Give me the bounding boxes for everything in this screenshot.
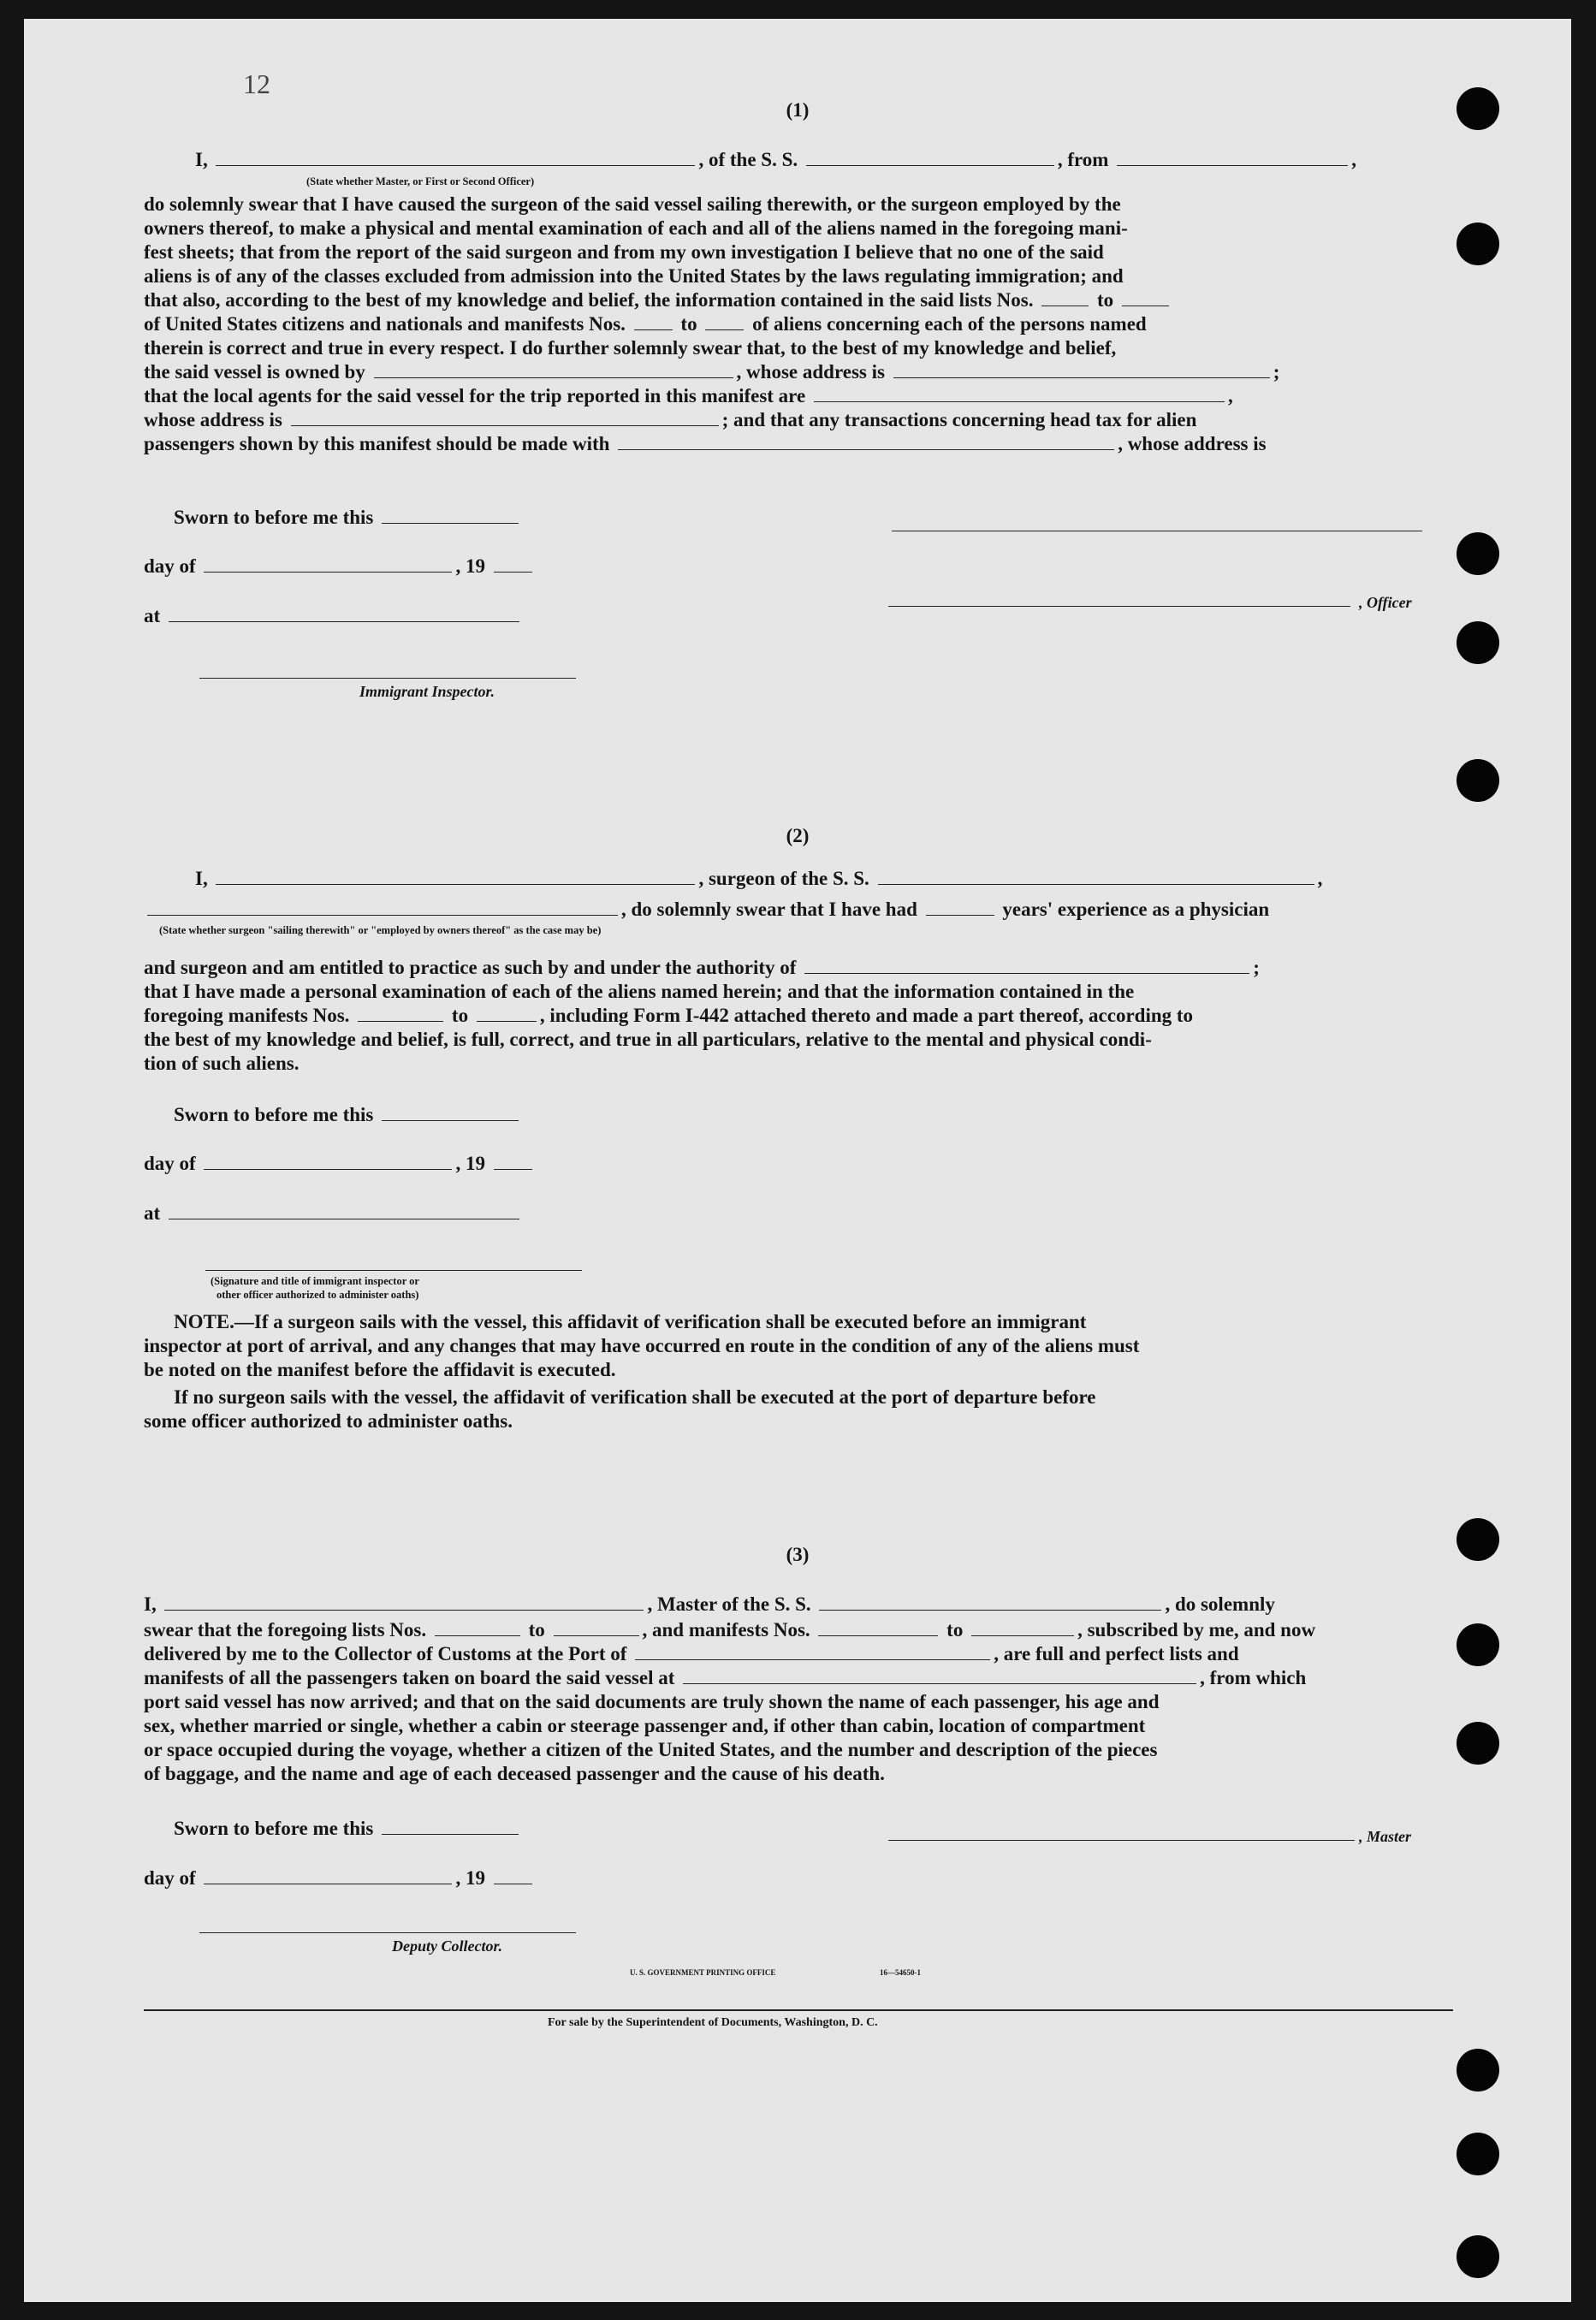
authority-blank[interactable] [804,956,1249,974]
punch-hole [1457,621,1499,664]
note-line: be noted on the manifest before the affidavit is executed. [144,1359,616,1380]
page-number: 12 [243,68,270,99]
sale-notice: For sale by the Superintendent of Documents, Washington, D. C. [548,2016,878,2029]
punch-hole [1457,759,1499,802]
s3-text-line: sex, whether married or single, whether a cabin or steerage passenger and, if other than cabin, location of compartment [144,1715,1146,1736]
section-1-title: (1) [786,99,810,121]
s1-day-line: day of , 19 [144,554,1453,579]
years-experience-blank[interactable] [926,898,994,916]
s3-day-line: day of , 19 [144,1866,1453,1891]
s1-text-line: owners thereof, to make a physical and mental examination of each and all of the aliens named in the foregoing mani- [144,217,1128,239]
s1-text-line: therein is correct and true in every respect. I do further solemnly swear that, to the best of my knowledge and belief, [144,337,1117,359]
at-place-blank[interactable] [169,604,519,622]
s2-year-blank[interactable] [494,1152,532,1170]
manifest-no-to-blank[interactable] [705,312,744,330]
surgeon-name-blank[interactable] [216,867,695,885]
s3-text-line: port said vessel has now arrived; and that on the said documents are truly shown the name of each passenger, his age and [144,1691,1160,1712]
section-3-oath-line: I, , Master of the S. S. , do solemnly [144,1593,1275,1615]
s1-text-line: whose address is ; and that any transactions concerning head tax for alien [144,409,1197,430]
vessel-name-blank[interactable] [806,148,1054,166]
s2-text-line: the best of my knowledge and belief, is full, correct, and true in all particulars, relative to the mental and physical condi- [144,1029,1152,1050]
s1-at-line: at [144,603,1453,629]
signature-caption-line1: (Signature and title of immigrant inspector or [211,1275,419,1287]
surgeon-manifest-to-blank[interactable] [477,1004,537,1022]
master-name-blank[interactable] [164,1593,644,1611]
punch-hole [1457,1722,1499,1765]
sworn-date-blank[interactable] [382,506,519,524]
s3-list-to-blank[interactable] [554,1618,639,1636]
officer-hint: (State whether Master, or First or Second Officer) [306,175,535,187]
form-code: 16—54650-1 [880,1968,921,1977]
s2-text-line: and surgeon and am entitled to practice as such by and under the authority of ; [144,957,1260,978]
s3-year-blank[interactable] [494,1866,532,1884]
note-line: inspector at port of arrival, and any changes that may have occurred en route in the condition of any of the aliens must [144,1335,1140,1356]
manifest-no-from-blank[interactable] [634,312,673,330]
punch-hole [1457,223,1499,265]
list-no-from-blank[interactable] [1041,288,1089,306]
s3-text-line: of baggage, and the name and age of each deceased passenger and the cause of his death. [144,1763,885,1784]
master-vessel-blank[interactable] [819,1593,1161,1611]
s3-text-line: delivered by me to the Collector of Customs at the Port of , are full and perfect lists and [144,1643,1239,1664]
s1-text-line: aliens is of any of the classes excluded from admission into the United States by the laws regulating immigration; and [144,265,1124,287]
departure-port-blank[interactable] [1117,148,1348,166]
s1-text-line: passengers shown by this manifest should be made with , whose address is [144,433,1267,454]
customs-port-blank[interactable] [635,1642,990,1660]
s3-day-of-blank[interactable] [204,1866,452,1884]
section-2-title: (2) [786,825,810,846]
s2-at-place-blank[interactable] [169,1202,519,1219]
local-agents-blank[interactable] [814,384,1225,402]
from-label: , from [1057,149,1109,170]
section-1-oath-line: I, , of the S. S. , from , [195,149,1356,170]
surgeon-vessel-blank[interactable] [878,867,1314,885]
signature-caption-line2: other officer authorized to administer oaths) [217,1289,419,1301]
officer-name-blank[interactable] [216,148,695,166]
officer-caption: , Officer [1359,594,1412,611]
s2-text-line: that I have made a personal examination of each of the aliens named herein; and that the information contained in the [144,981,1135,1002]
s3-sworn-date-blank[interactable] [382,1817,519,1835]
list-no-to-blank[interactable] [1122,288,1169,306]
section-3-title: (3) [786,1544,810,1565]
punch-hole [1457,2133,1499,2175]
s2-at-line: at [144,1201,1453,1226]
punch-hole [1457,1623,1499,1666]
note-line: some officer authorized to administer oaths. [144,1410,513,1432]
section-2-line-2: , do solemnly swear that I have had years' experience as a physician [144,897,1453,923]
note-line: If no surgeon sails with the vessel, the affidavit of verification shall be executed at the port of departure before [174,1386,1096,1408]
punch-hole [1457,2235,1499,2278]
deputy-collector-caption: Deputy Collector. [392,1937,502,1955]
s2-sworn-date-blank[interactable] [382,1103,519,1121]
s1-text-line: do solemnly swear that I have caused the surgeon of the said vessel sailing therewith, or the surgeon employed by the [144,193,1121,215]
s1-sworn-line: Sworn to before me this [174,505,1483,531]
of-ss-label: , of the S. S. [698,149,798,170]
s1-text-line: fest sheets; that from the report of the said surgeon and from my own investigation I believe that no one of the said [144,241,1104,263]
surgeon-status-blank[interactable] [147,898,618,916]
s3-text-line: or space occupied during the voyage, whether a citizen of the United States, and the number and description of the pieces [144,1739,1158,1760]
s3-list-from-blank[interactable] [435,1618,520,1636]
s3-text-line: swear that the foregoing lists Nos. to , and manifests Nos. to , subscribed by me, and now [144,1619,1316,1641]
punch-hole [1457,532,1499,575]
note-line: NOTE.—If a surgeon sails with the vessel, this affidavit of verification shall be executed before an immigrant [174,1311,1087,1332]
gpo-imprint: U. S. GOVERNMENT PRINTING OFFICE [630,1968,776,1977]
day-of-blank[interactable] [204,555,452,573]
s1-text-line: that the local agents for the said vessel for the trip reported in this manifest are , [144,385,1233,406]
oath-i: I, [195,149,208,170]
section-2-oath-line: I, , surgeon of the S. S. , [195,868,1323,889]
s1-text-line: the said vessel is owned by , whose address is ; [144,361,1280,383]
s1-text-line: that also, according to the best of my knowledge and belief, the information contained in the said lists Nos. to [144,288,1453,313]
s2-text-line: foregoing manifests Nos. to , including Form I-442 attached thereto and made a part thereof, according to [144,1005,1194,1026]
manifest-page [24,19,1571,2302]
s3-manifest-from-blank[interactable] [818,1618,938,1636]
year-blank[interactable] [494,555,532,573]
s1-text-line: of United States citizens and nationals and manifests Nos. to of aliens concerning each of the persons named [144,313,1147,335]
s3-sworn-line: Sworn to before me this [174,1816,1483,1842]
s2-day-line: day of , 19 [144,1151,1453,1177]
agents-address-blank[interactable] [291,408,719,426]
master-caption: , Master [1359,1828,1412,1845]
head-tax-contact-blank[interactable] [618,432,1114,450]
owner-address-blank[interactable] [893,360,1270,378]
surgeon-hint: (State whether surgeon "sailing therewith" or "employed by owners thereof" as the case may be) [159,924,602,936]
surgeon-manifest-from-blank[interactable] [358,1004,443,1022]
s2-day-of-blank[interactable] [204,1152,452,1170]
boarding-port-blank[interactable] [683,1666,1196,1684]
s2-text-line: tion of such aliens. [144,1053,300,1074]
s2-sworn-line: Sworn to before me this [174,1102,1483,1128]
immigrant-inspector-caption: Immigrant Inspector. [359,683,495,700]
punch-hole [1457,2049,1499,2092]
s3-manifest-to-blank[interactable] [971,1618,1074,1636]
s3-text-line: manifests of all the passengers taken on board the said vessel at , from which [144,1667,1307,1688]
owner-blank[interactable] [374,360,733,378]
